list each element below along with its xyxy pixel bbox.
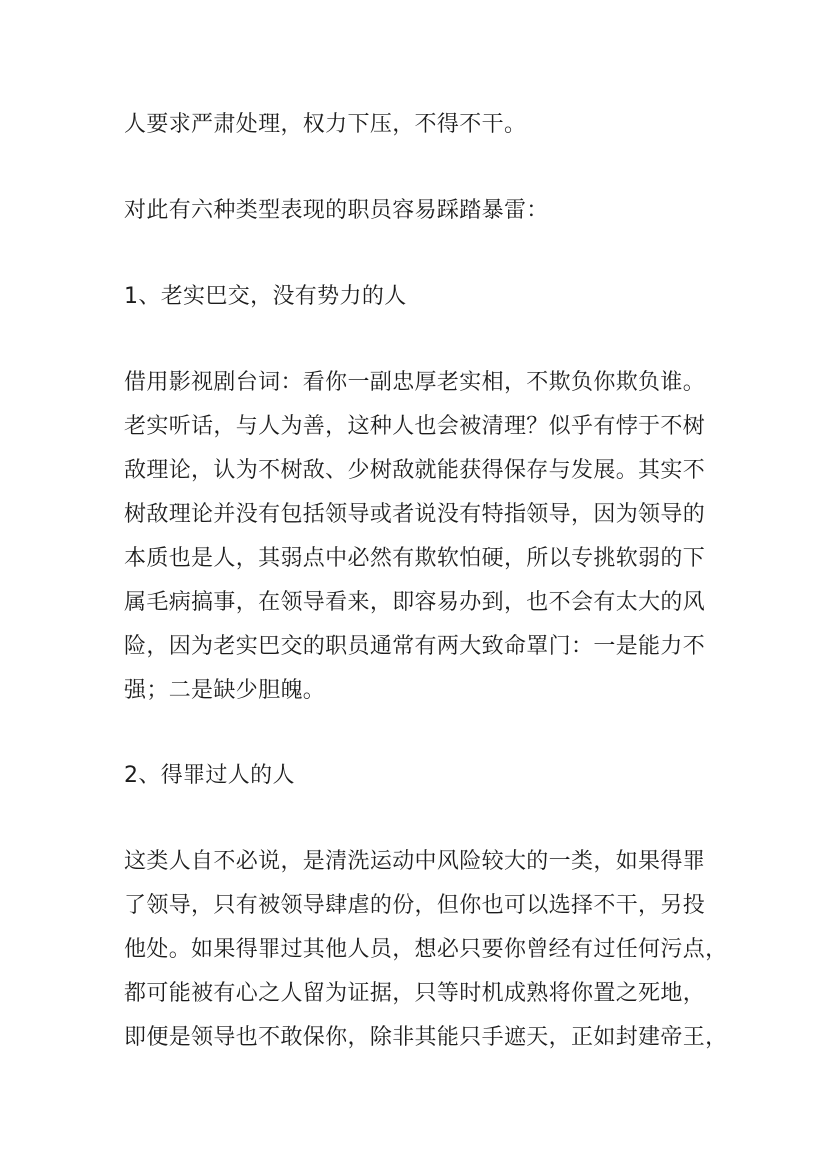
paragraph-line: 了领导，只有被领导肆虐的份，但你也可以选择不干，另投 [124,893,706,918]
paragraph-line: 这类人自不必说，是清洗运动中风险较大的一类，如果得罪 [124,849,706,874]
paragraph-line: 即便是领导也不敢保你，除非其能只手遮天，正如封建帝王， [124,1025,728,1050]
paragraph-line: 强；二是缺少胆魄。 [124,678,326,703]
section-heading: 2、得罪过人的人 [124,763,295,788]
paragraph-line: 敌理论，认为不树敌、少树敌就能获得保存与发展。其实不 [124,458,706,483]
paragraph-line: 树敌理论并没有包括领导或者说没有特指领导，因为领导的 [124,502,706,527]
paragraph-line: 险，因为老实巴交的职员通常有两大致命罩门：一是能力不 [124,634,706,659]
paragraph-line: 老实听话，与人为善，这种人也会被清理？似乎有悖于不树 [124,414,706,439]
paragraph-line: 对此有六种类型表现的职员容易踩踏暴雷： [124,198,549,223]
paragraph-line: 人要求严肃处理，权力下压，不得不干。 [124,112,527,137]
paragraph-line: 属毛病搞事，在领导看来，即容易办到，也不会有太大的风 [124,590,706,615]
paragraph-line: 本质也是人，其弱点中必然有欺软怕硬，所以专挑软弱的下 [124,546,706,571]
paragraph-line: 都可能被有心之人留为证据，只等时机成熟将你置之死地， [124,981,706,1006]
paragraph-line: 他处。如果得罪过其他人员，想必只要你曾经有过任何污点， [124,937,728,962]
paragraph-line: 借用影视剧台词：看你一副忠厚老实相，不欺负你欺负谁。 [124,370,706,395]
section-heading: 1、老实巴交，没有势力的人 [124,284,407,309]
